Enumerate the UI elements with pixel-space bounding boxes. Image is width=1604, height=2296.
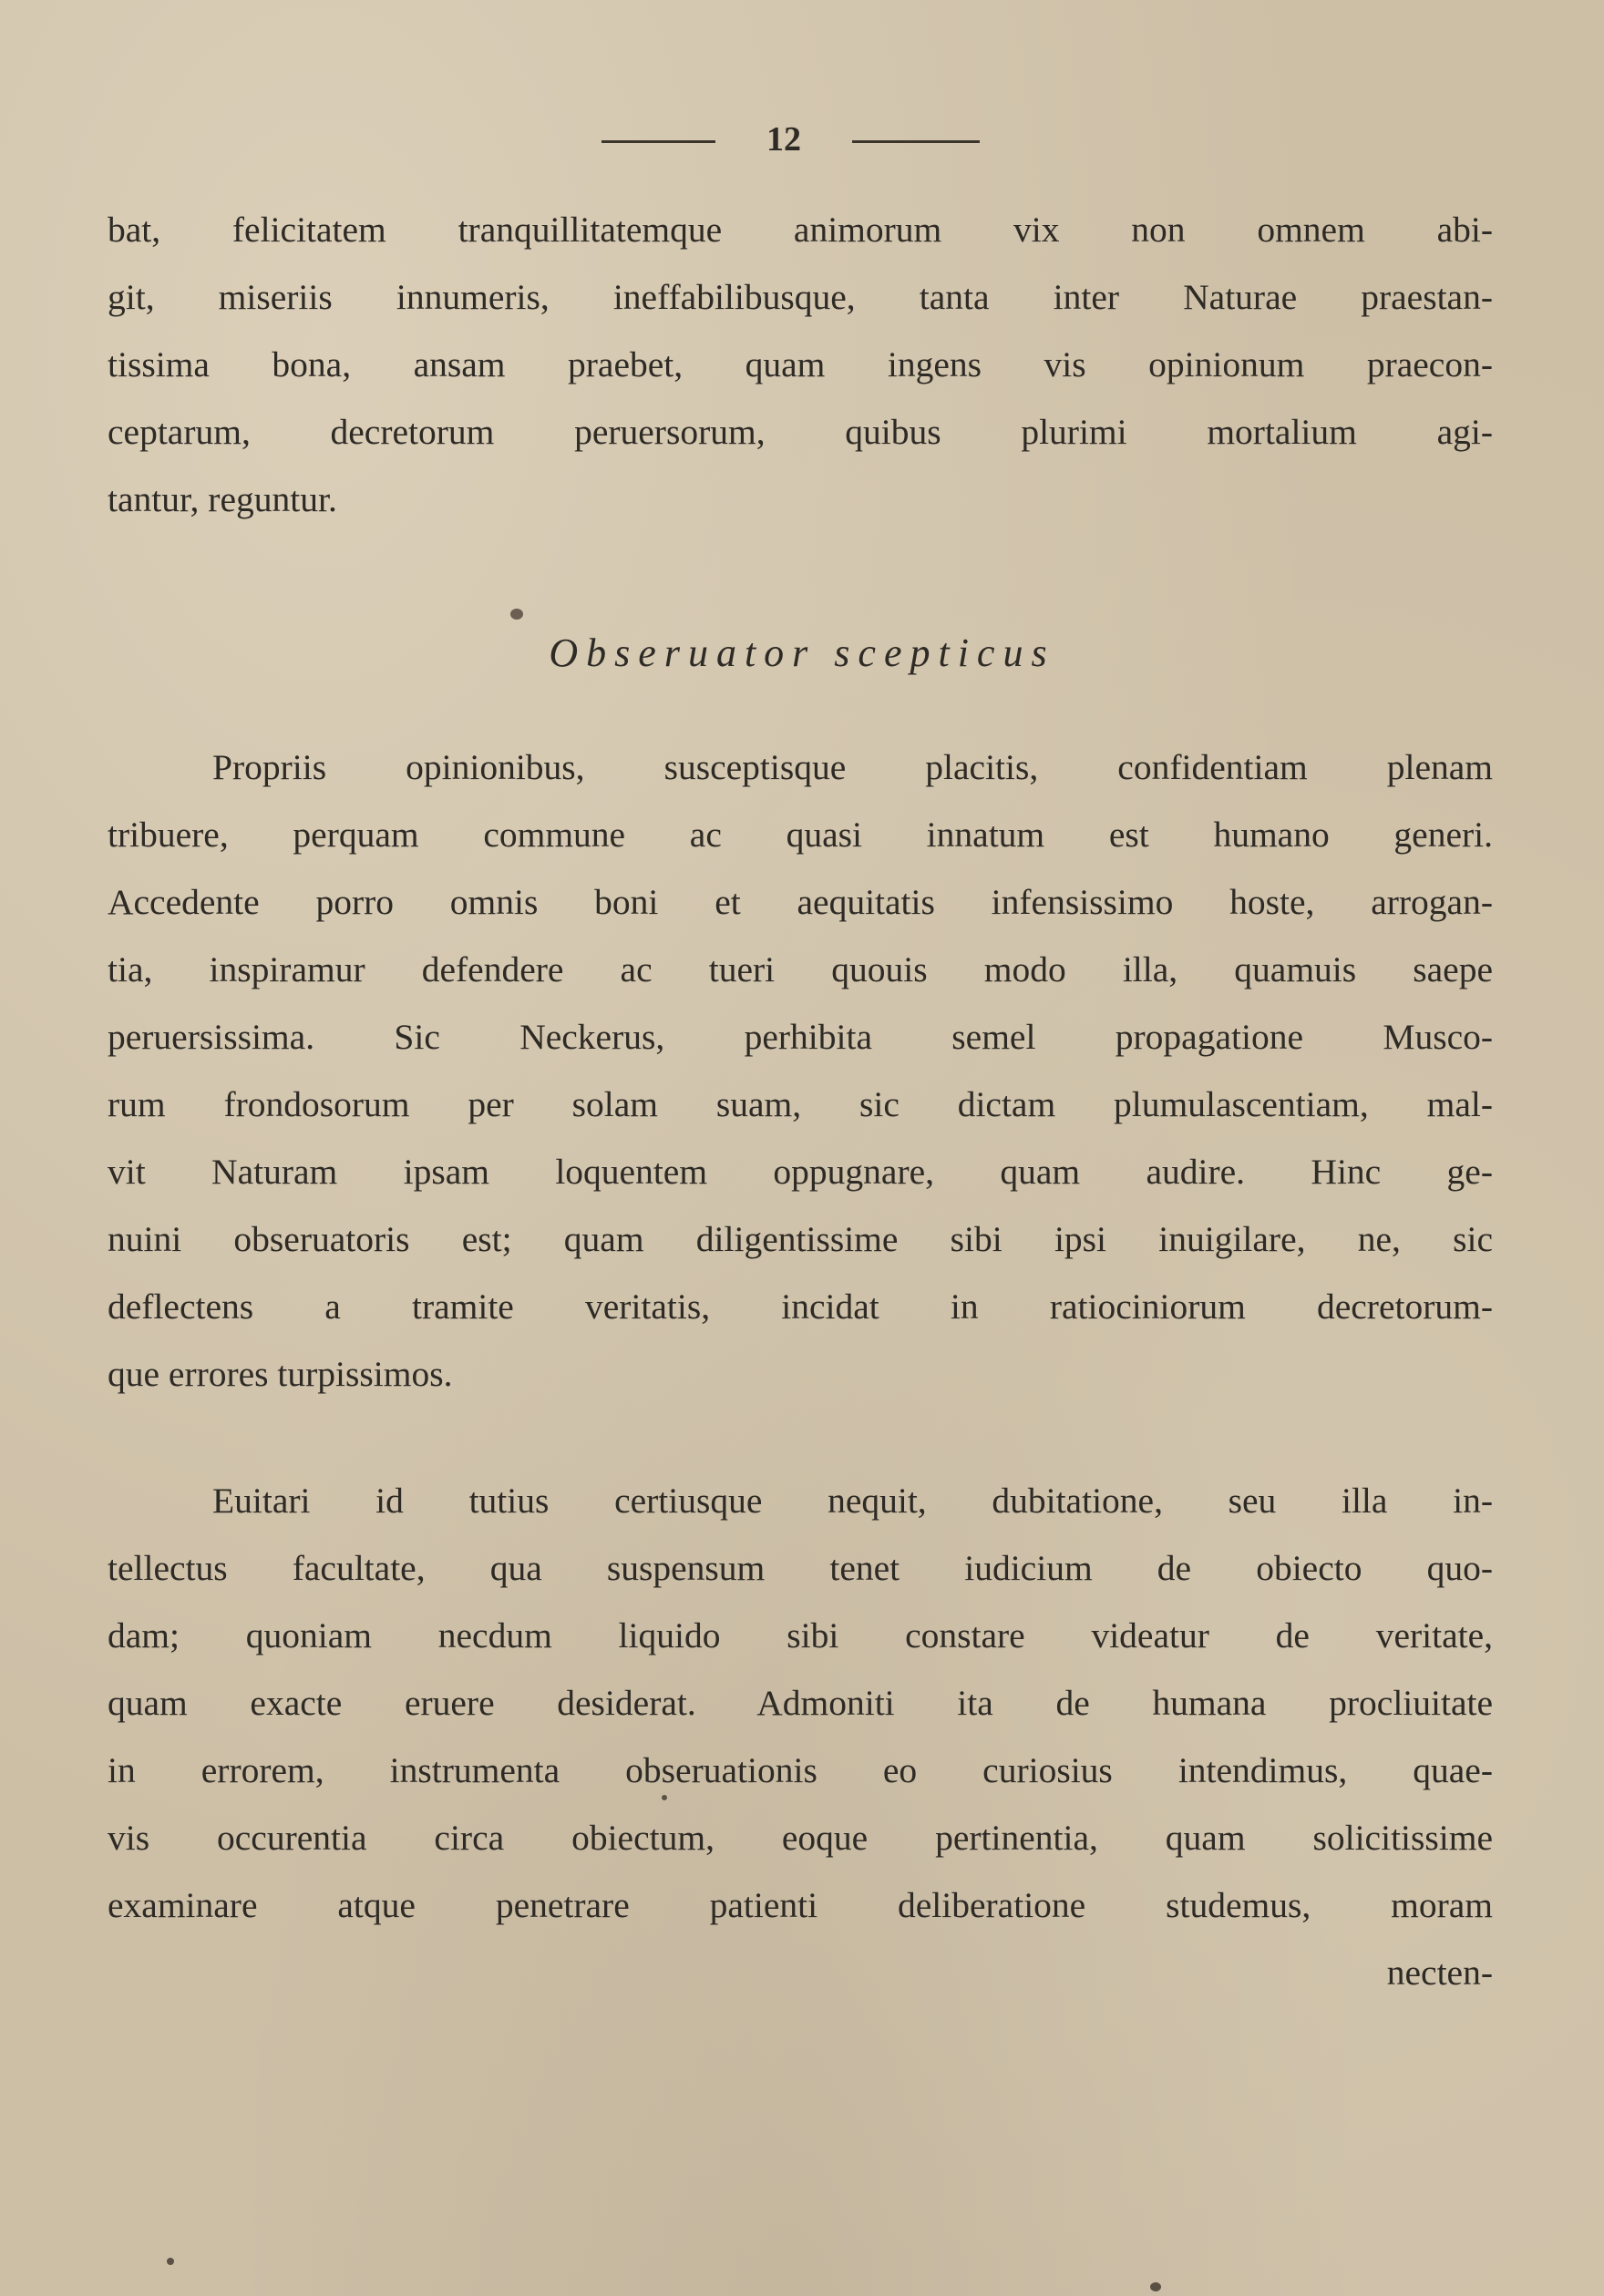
paper-speck (1150, 2282, 1161, 2291)
text-line: nuini obseruatoris est; quam diligentissime sibi ipsi inuigilare, ne, sic (108, 1219, 1493, 1259)
text-line: tia, inspiramur defendere ac tueri quouis modo illa, quamuis saepe (108, 949, 1493, 989)
right-rule (852, 140, 980, 143)
text-line: tribuere, perquam commune ac quasi innatum est humano generi. (108, 815, 1493, 855)
text-line: vis occurentia circa obiectum, eoque pertinentia, quam solicitissime (108, 1818, 1493, 1858)
text-line: dam; quoniam necdum liquido sibi constare videatur de veritate, (108, 1615, 1493, 1655)
page-number: 12 (766, 120, 801, 159)
text-line: ceptarum, decretorum peruersorum, quibus plurimi mortalium agi- (108, 412, 1493, 452)
text-line: Accedente porro omnis boni et aequitatis infensissimo hoste, arrogan- (108, 882, 1493, 922)
paper-speck (167, 2258, 174, 2265)
section-heading: Obseruator scepticus (549, 630, 1055, 675)
catchword: necten- (1386, 1953, 1493, 1993)
text-line: Propriis opinionibus, susceptisque placitis, confidentiam plenam (212, 747, 1493, 787)
paragraph-3 (108, 1467, 1493, 2006)
text-line: Euitari id tutius certiusque nequit, dubitatione, seu illa in- (212, 1481, 1493, 1521)
left-rule (602, 140, 715, 143)
text-line: rum frondosorum per solam suam, sic dictam plumulascentiam, mal- (108, 1084, 1493, 1124)
paragraph-1 (108, 196, 1493, 533)
text-line: peruersissima. Sic Neckerus, perhibita semel propagatione Musco- (108, 1017, 1493, 1057)
paper-speck (510, 609, 523, 620)
text-line: que errores turpissimos. (108, 1354, 453, 1394)
text-line: vit Naturam ipsam loquentem oppugnare, quam audire. Hinc ge- (108, 1152, 1493, 1192)
text-line: tissima bona, ansam praebet, quam ingens vis opinionum praecon- (108, 344, 1493, 384)
text-line: tantur, reguntur. (108, 479, 337, 519)
text-line: git, miseriis innumeris, ineffabilibusque, tanta inter Naturae praestan- (108, 277, 1493, 317)
text-line: examinare atque penetrare patienti deliberatione studemus, moram (108, 1885, 1493, 1925)
text-line: deflectens a tramite veritatis, incidat in ratiociniorum decretorum- (108, 1286, 1493, 1327)
text-line: quam exacte eruere desiderat. Admoniti ita de humana procliuitate (108, 1683, 1493, 1723)
text-line: tellectus facultate, qua suspensum tenet iudicium de obiecto quo- (108, 1548, 1493, 1588)
running-head (0, 117, 1604, 162)
paragraph-2 (108, 733, 1493, 1408)
text-line: in errorem, instrumenta obseruationis eo curiosius intendimus, quae- (108, 1750, 1493, 1790)
paper-speck (662, 1795, 667, 1800)
text-line: bat, felicitatem tranquillitatemque animorum vix non omnem abi- (108, 210, 1493, 250)
